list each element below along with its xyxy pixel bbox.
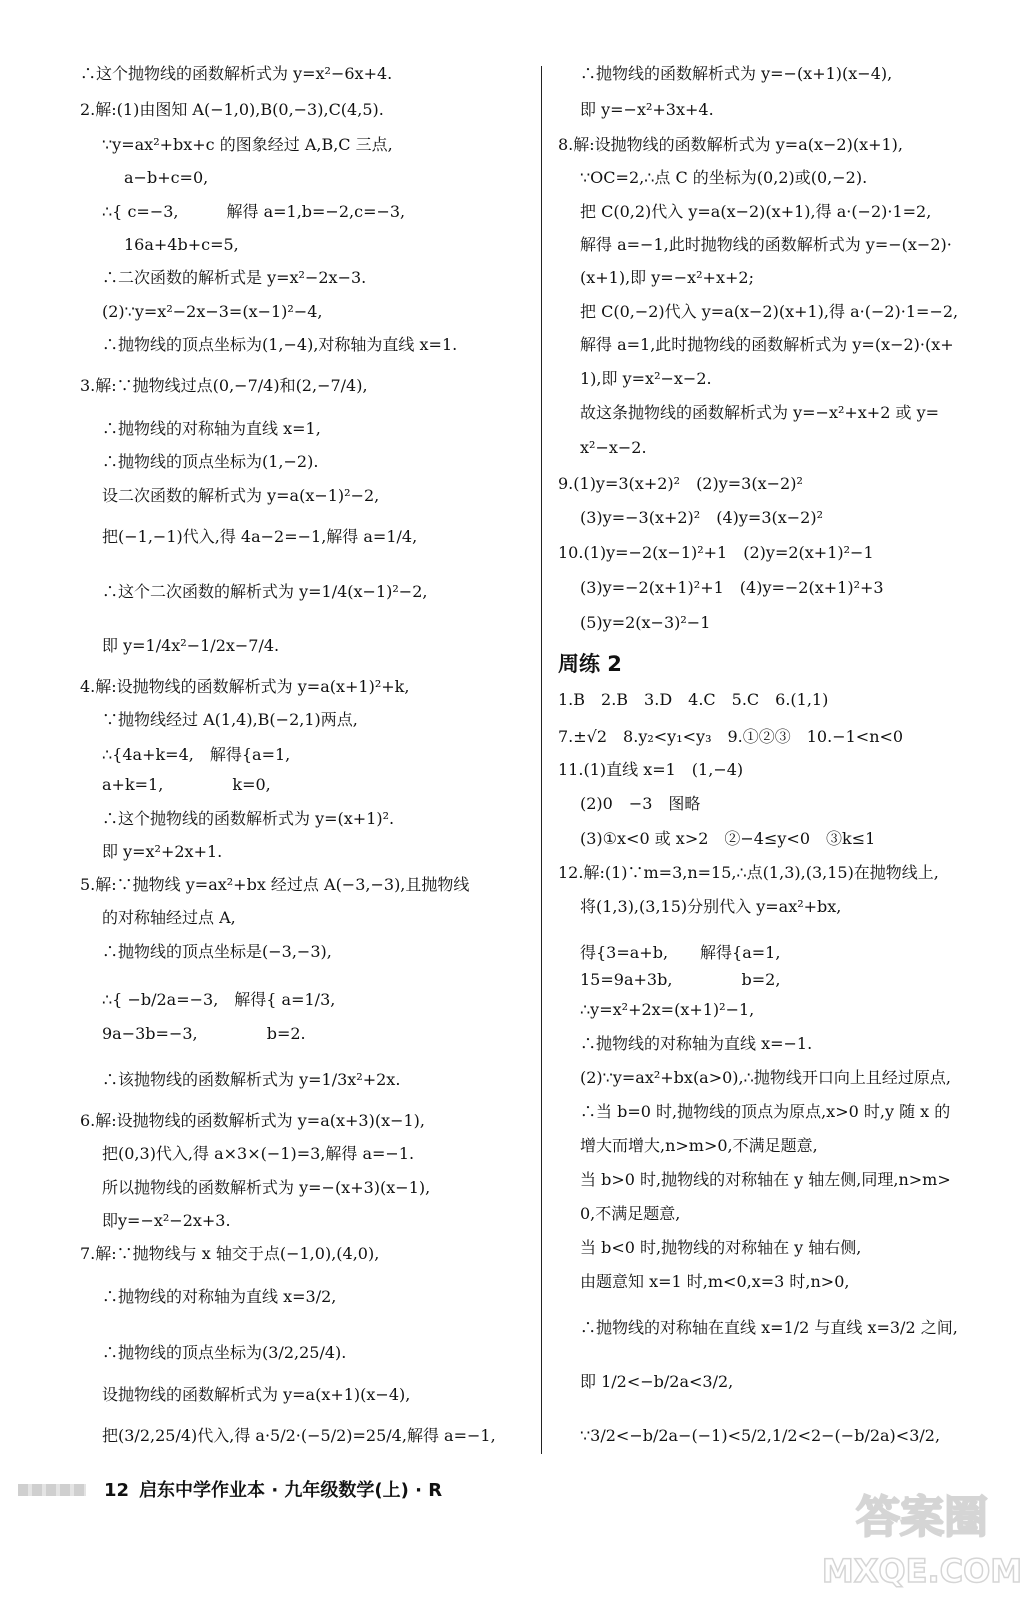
text-line: (3)y=−2(x+1)²+1 (4)y=−2(x+1)²+3 bbox=[580, 578, 884, 597]
text-line: 1),即 y=x²−x−2. bbox=[580, 369, 712, 388]
watermark-logo bbox=[822, 1478, 1022, 1594]
text-line: ∴抛物线的顶点坐标是(−3,−3), bbox=[102, 942, 332, 961]
column-divider bbox=[541, 66, 542, 1454]
text-line: 1.B 2.B 3.D 4.C 5.C 6.(1,1) bbox=[558, 690, 829, 709]
text-line: ∵抛物线经过 A(1,4),B(−2,1)两点, bbox=[102, 710, 358, 729]
text-line: ∴当 b=0 时,抛物线的顶点为原点,x>0 时,y 随 x 的 bbox=[580, 1102, 951, 1121]
page-number: 12 bbox=[104, 1480, 130, 1501]
text-line: ∴抛物线的函数解析式为 y=−(x+1)(x−4), bbox=[580, 64, 893, 83]
text-line: ∴该抛物线的函数解析式为 y=1/3x²+2x. bbox=[102, 1070, 401, 1089]
text-line: 把(−1,−1)代入,得 4a−2=−1,解得 a=1/4, bbox=[102, 527, 418, 546]
text-line: 3.解:∵抛物线过点(0,−7/4)和(2,−7/4), bbox=[80, 376, 368, 395]
section-title: 周练 2 bbox=[558, 652, 622, 676]
footer-text bbox=[104, 1476, 452, 1502]
text-line: 增大而增大,n>m>0,不满足题意, bbox=[580, 1136, 818, 1155]
book-title: 启东中学作业本 · 九年级数学(上) · R bbox=[139, 1480, 443, 1501]
text-line: ∴这个抛物线的函数解析式为 y=(x+1)². bbox=[102, 809, 395, 828]
text-line: 0,不满足题意, bbox=[580, 1204, 681, 1223]
text-line: 设抛物线的函数解析式为 y=a(x+1)(x−4), bbox=[102, 1385, 411, 1404]
text-line: 9a−3b=−3, b=2. bbox=[102, 1024, 306, 1043]
text-line: ∴{4a+k=4, 解得{a=1, bbox=[102, 745, 291, 764]
text-line: a−b+c=0, bbox=[124, 168, 209, 187]
text-line: (x+1),即 y=−x²+x+2; bbox=[580, 268, 754, 287]
text-line: ∴二次函数的解析式是 y=x²−2x−3. bbox=[102, 268, 367, 287]
text-line: ∴抛物线的顶点坐标为(1,−4),对称轴为直线 x=1. bbox=[102, 335, 458, 354]
text-line: 即 y=x²+2x+1. bbox=[102, 842, 223, 861]
text-line: 的对称轴经过点 A, bbox=[102, 908, 236, 927]
text-line: 5.解:∵抛物线 y=ax²+bx 经过点 A(−3,−3),且抛物线 bbox=[80, 875, 470, 894]
text-line: 15=9a+3b, b=2, bbox=[580, 970, 781, 989]
text-line: (5)y=2(x−3)²−1 bbox=[580, 613, 711, 632]
text-line: 当 b<0 时,抛物线的对称轴在 y 轴右侧, bbox=[580, 1238, 862, 1257]
text-line: ∴{ −b/2a=−3, 解得{ a=1/3, bbox=[102, 990, 336, 1009]
text-line: 9.(1)y=3(x+2)² (2)y=3(x−2)² bbox=[558, 474, 803, 493]
text-line: 8.解:设抛物线的函数解析式为 y=a(x−2)(x+1), bbox=[558, 135, 904, 154]
text-line: 把 C(0,2)代入 y=a(x−2)(x+1),得 a·(−2)·1=2, bbox=[580, 202, 932, 221]
text-line: ∴这个二次函数的解析式为 y=1/4(x−1)²−2, bbox=[102, 582, 428, 601]
text-line: 7.解:∵抛物线与 x 轴交于点(−1,0),(4,0), bbox=[80, 1244, 380, 1263]
text-line: (2)∵y=x²−2x−3=(x−1)²−4, bbox=[102, 302, 323, 321]
text-line: 12.解:(1)∵m=3,n=15,∴点(1,3),(3,15)在抛物线上, bbox=[558, 863, 939, 882]
text-line: ∴这个抛物线的函数解析式为 y=x²−6x+4. bbox=[80, 64, 393, 83]
footer-decoration bbox=[18, 1484, 86, 1496]
text-line: ∴抛物线的对称轴为直线 x=−1. bbox=[580, 1034, 813, 1053]
text-line: ∴抛物线的对称轴为直线 x=1, bbox=[102, 419, 321, 438]
text-line: 设二次函数的解析式为 y=a(x−1)²−2, bbox=[102, 486, 380, 505]
text-line: (3)y=−3(x+2)² (4)y=3(x−2)² bbox=[580, 508, 824, 527]
text-line: 把 C(0,−2)代入 y=a(x−2)(x+1),得 a·(−2)·1=−2, bbox=[580, 302, 959, 321]
text-line: 即 y=−x²+3x+4. bbox=[580, 100, 714, 119]
text-line: (3)①x<0 或 x>2 ②−4≤y<0 ③k≤1 bbox=[580, 829, 876, 848]
text-line: 11.(1)直线 x=1 (1,−4) bbox=[558, 760, 744, 779]
text-line: 把(0,3)代入,得 a×3×(−1)=3,解得 a=−1. bbox=[102, 1144, 415, 1163]
text-line: 6.解:设抛物线的函数解析式为 y=a(x+3)(x−1), bbox=[80, 1111, 426, 1130]
watermark-en: MXQE.COM bbox=[822, 1552, 1022, 1590]
text-line: 即 y=1/4x²−1/2x−7/4. bbox=[102, 636, 280, 655]
text-line: 所以抛物线的函数解析式为 y=−(x+3)(x−1), bbox=[102, 1178, 431, 1197]
text-line: 即 1/2<−b/2a<3/2, bbox=[580, 1372, 734, 1391]
text-line: (2)∵y=ax²+bx(a>0),∴抛物线开口向上且经过原点, bbox=[580, 1068, 951, 1087]
text-line: 2.解:(1)由图知 A(−1,0),B(0,−3),C(4,5). bbox=[80, 100, 384, 119]
text-line: 由题意知 x=1 时,m<0,x=3 时,n>0, bbox=[580, 1272, 850, 1291]
text-line: 解得 a=−1,此时抛物线的函数解析式为 y=−(x−2)· bbox=[580, 235, 952, 254]
text-line: ∴{ c=−3, 解得 a=1,b=−2,c=−3, bbox=[102, 202, 406, 221]
text-line: 得{3=a+b, 解得{a=1, bbox=[580, 943, 781, 962]
text-line: x²−x−2. bbox=[580, 438, 647, 457]
text-line: a+k=1, k=0, bbox=[102, 775, 271, 794]
text-line: 解得 a=1,此时抛物线的函数解析式为 y=(x−2)·(x+ bbox=[580, 335, 954, 354]
text-line: ∴抛物线的对称轴在直线 x=1/2 与直线 x=3/2 之间, bbox=[580, 1318, 958, 1337]
text-line: 7.±√2 8.y₂<y₁<y₃ 9.①②③ 10.−1<n<0 bbox=[558, 727, 904, 746]
text-line: 将(1,3),(3,15)分别代入 y=ax²+bx, bbox=[580, 897, 842, 916]
text-line: 当 b>0 时,抛物线的对称轴在 y 轴左侧,同理,n>m> bbox=[580, 1170, 951, 1189]
text-line: ∵3/2<−b/2a−(−1)<5/2,1/2<2−(−b/2a)<3/2, bbox=[580, 1426, 941, 1445]
text-line: 故这条抛物线的函数解析式为 y=−x²+x+2 或 y= bbox=[580, 403, 940, 422]
text-line: 16a+4b+c=5, bbox=[124, 235, 239, 254]
text-line: ∴y=x²+2x=(x+1)²−1, bbox=[580, 1000, 755, 1019]
text-line: ∵OC=2,∴点 C 的坐标为(0,2)或(0,−2). bbox=[580, 168, 868, 187]
text-line: ∴抛物线的对称轴为直线 x=3/2, bbox=[102, 1287, 337, 1306]
text-line: ∴抛物线的顶点坐标为(3/2,25/4). bbox=[102, 1343, 347, 1362]
text-line: 把(3/2,25/4)代入,得 a·5/2·(−5/2)=25/4,解得 a=−1, bbox=[102, 1426, 496, 1445]
text-line: (2)0 −3 图略 bbox=[580, 794, 701, 813]
text-line: ∴抛物线的顶点坐标为(1,−2). bbox=[102, 452, 319, 471]
text-line: ∵y=ax²+bx+c 的图象经过 A,B,C 三点, bbox=[102, 135, 393, 154]
text-line: 10.(1)y=−2(x−1)²+1 (2)y=2(x+1)²−1 bbox=[558, 543, 874, 562]
text-line: 即y=−x²−2x+3. bbox=[102, 1211, 231, 1230]
watermark-cn: 答案圈 bbox=[856, 1492, 988, 1543]
text-line: 4.解:设抛物线的函数解析式为 y=a(x+1)²+k, bbox=[80, 677, 410, 696]
